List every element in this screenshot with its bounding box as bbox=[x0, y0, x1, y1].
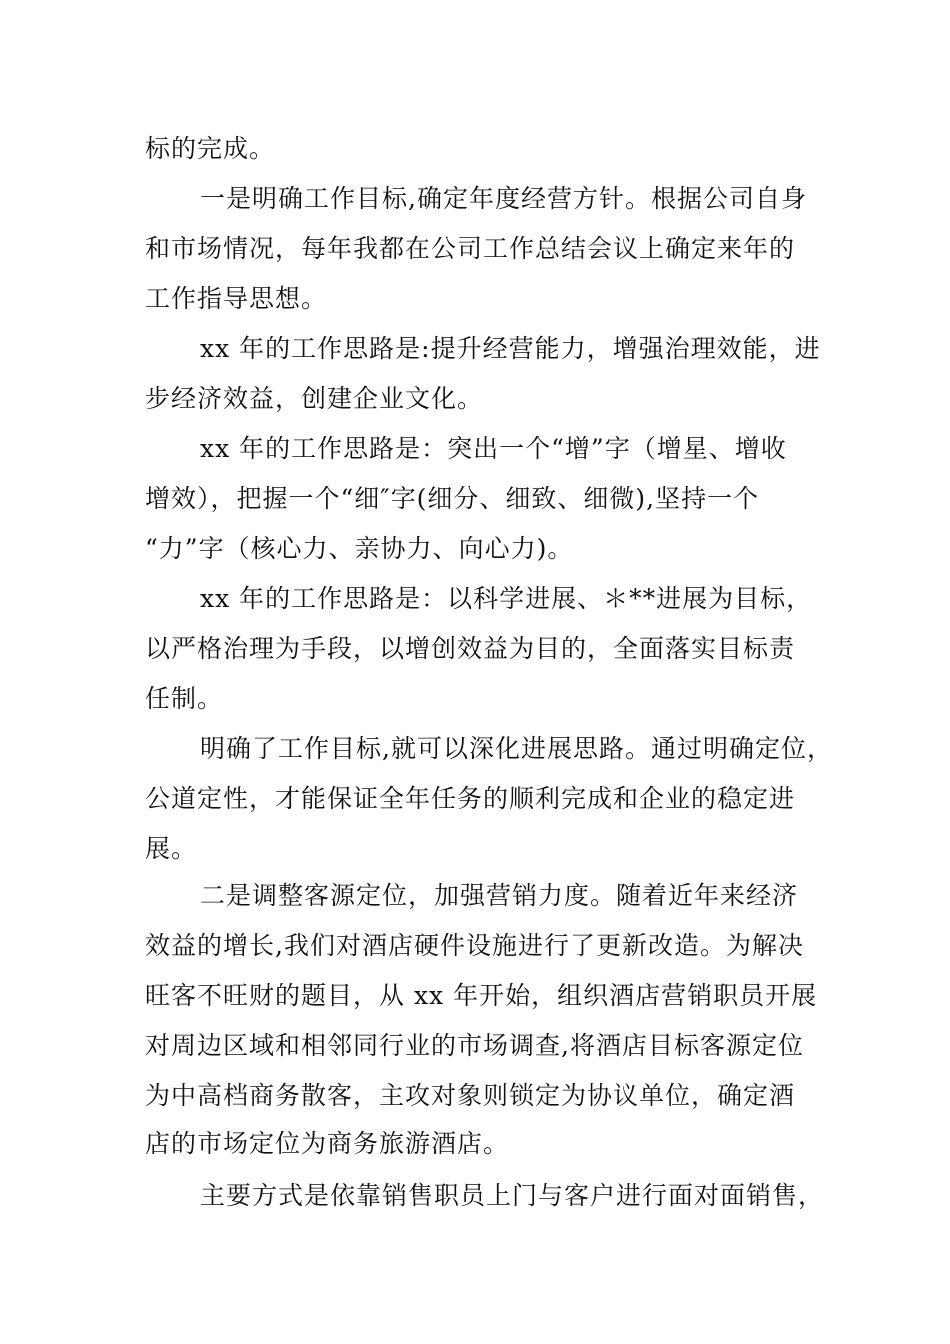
text-line: xx 年的工作思路是：突出一个“增”字（增星、增收 bbox=[200, 434, 787, 463]
text-line: xx 年的工作思路是:提升经营能力，增强治理效能，进 bbox=[200, 334, 821, 363]
text-line: 明确了工作目标,就可以深化进展思路。通过明确定位， bbox=[200, 734, 833, 763]
text-line: xx 年的工作思路是：以科学进展、＊**进展为目标， bbox=[200, 584, 813, 613]
text-line: 标的完成。 bbox=[145, 134, 276, 163]
text-line: 工作指导思想。 bbox=[145, 284, 328, 313]
text-line: 二是调整客源定位，加强营销力度。随着近年来经济 bbox=[200, 881, 799, 910]
text-line: 一是明确工作目标,确定年度经营方针。根据公司自身 bbox=[200, 184, 807, 213]
text-line: 以严格治理为手段，以增创效益为目的，全面落实目标责 bbox=[145, 634, 796, 663]
text-line: 任制。 bbox=[145, 684, 224, 713]
text-line: 展。 bbox=[145, 834, 198, 863]
text-line: 步经济效益，创建企业文化。 bbox=[145, 384, 484, 413]
text-line: 效益的增长,我们对酒店硬件设施进行了更新改造。为解决 bbox=[145, 931, 804, 960]
text-line: 和市场情况，每年我都在公司工作总结会议上确定来年的 bbox=[145, 234, 796, 263]
text-line: 旺客不旺财的题目，从 xx 年开始，组织酒店营销职员开展 bbox=[145, 981, 818, 1010]
text-line: 对周边区域和相邻同行业的市场调查,将酒店目标客源定位 bbox=[145, 1031, 804, 1060]
text-line: 主要方式是依靠销售职员上门与客户进行面对面销售， bbox=[200, 1181, 825, 1210]
text-line: 增效），把握一个“细″字(细分、细致、细微),坚持一个 bbox=[145, 484, 760, 513]
text-line: “力”字（核心力、亲协力、向心力)。 bbox=[145, 534, 574, 563]
text-line: 店的市场定位为商务旅游酒店。 bbox=[145, 1129, 510, 1158]
text-line: 为中高档商务散客，主攻对象则锁定为协议单位，确定酒 bbox=[145, 1081, 796, 1110]
text-line: 公道定性，才能保证全年任务的顺利完成和企业的稳定进 bbox=[145, 784, 796, 813]
